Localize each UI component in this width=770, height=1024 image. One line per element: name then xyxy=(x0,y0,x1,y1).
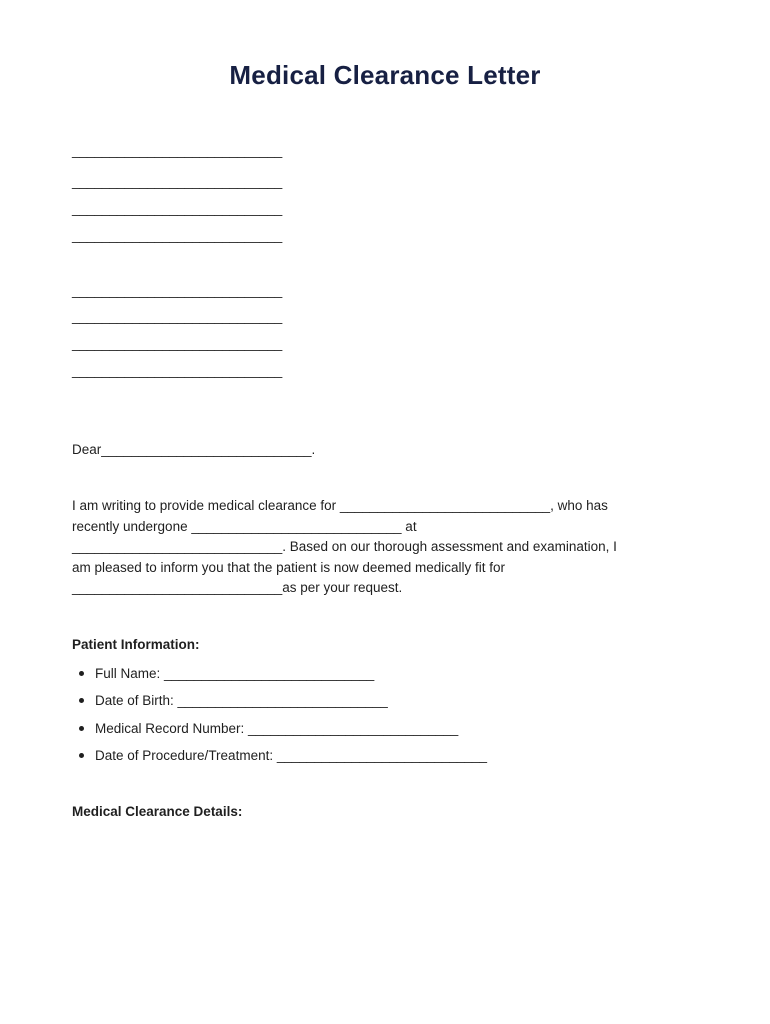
sender-address-line: ____________________________ xyxy=(72,228,283,243)
body-line: I am writing to provide medical clearance for ____________________________, who has xyxy=(72,498,608,513)
bullet-icon xyxy=(79,671,84,676)
recipient-address-line: ____________________________ xyxy=(72,336,283,351)
list-item-text: Medical Record Number: ____________________________ xyxy=(95,720,459,736)
list-item-medical-record-number xyxy=(72,719,487,746)
body-line: ____________________________. Based on our thorough assessment and examination, I xyxy=(72,539,617,554)
bullet-icon xyxy=(79,726,84,731)
medical-clearance-details-heading: Medical Clearance Details: xyxy=(72,804,243,819)
patient-information-heading: Patient Information: xyxy=(72,637,200,652)
list-item-full-name xyxy=(72,664,487,691)
sender-address-line: ____________________________ xyxy=(72,143,283,158)
sender-address-line: ____________________________ xyxy=(72,201,283,216)
body-line: am pleased to inform you that the patient is now deemed medically fit for xyxy=(72,559,505,575)
list-item-date-of-birth xyxy=(72,691,487,718)
list-item-date-of-procedure xyxy=(72,746,487,773)
document-title: Medical Clearance Letter xyxy=(229,60,541,90)
body-line: recently undergone ____________________________ at xyxy=(72,518,417,534)
recipient-address-line: ____________________________ xyxy=(72,309,283,324)
list-item-text: Date of Procedure/Treatment: ____________________________ xyxy=(95,747,488,763)
salutation: Dear____________________________. xyxy=(72,442,316,457)
list-item-text: Date of Birth: ____________________________ xyxy=(95,693,388,709)
bullet-icon xyxy=(79,698,84,703)
sender-address-line: ____________________________ xyxy=(72,174,283,189)
recipient-address-line: ____________________________ xyxy=(72,283,283,298)
body-paragraph xyxy=(72,496,692,599)
recipient-address-line: ____________________________ xyxy=(72,363,283,378)
body-line: ____________________________as per your request. xyxy=(72,580,403,595)
patient-information-list xyxy=(72,664,487,773)
list-item-text: Full Name: ____________________________ xyxy=(95,666,375,681)
bullet-icon xyxy=(79,753,84,758)
